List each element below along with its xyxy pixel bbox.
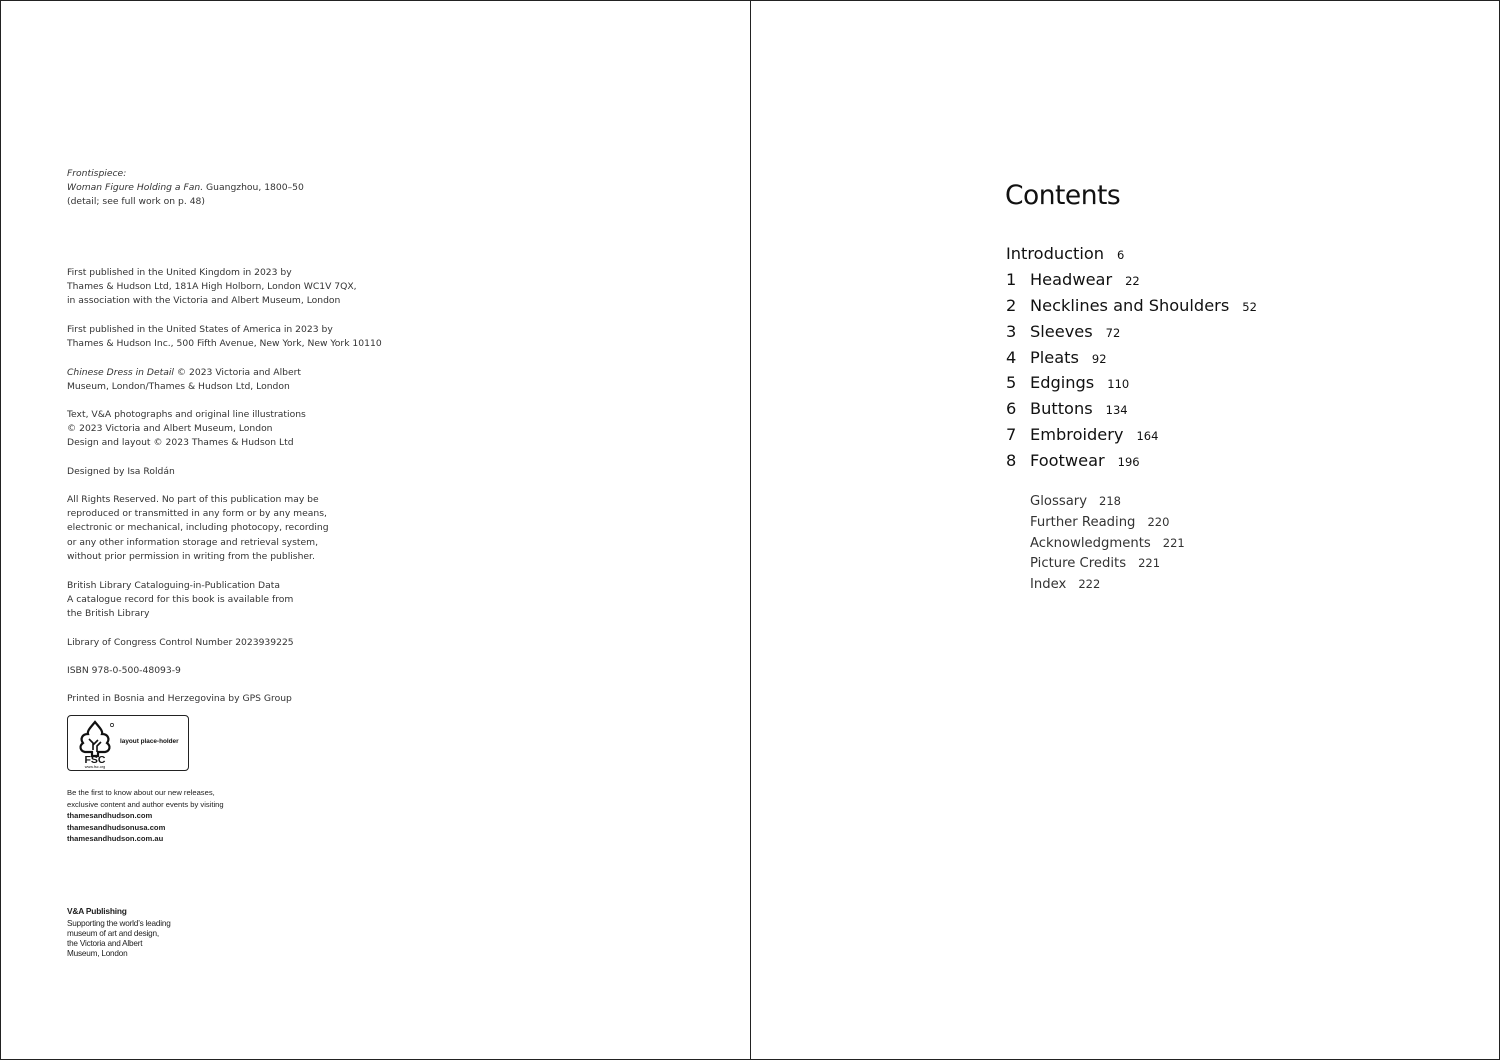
publisher-promo	[67, 787, 224, 845]
toc-number: 7	[1006, 425, 1017, 445]
fsc-url-text: www.fsc.org	[84, 765, 106, 769]
promo-line-2: exclusive content and author events by visiting	[67, 799, 224, 809]
toc-title: Introduction	[1006, 244, 1105, 263]
toc-number: 1	[1006, 269, 1017, 289]
frontispiece-label: Frontispiece:	[67, 168, 127, 179]
promo-line-1: Be the first to know about our new releases,	[67, 788, 215, 797]
us-publication-text: First published in the United States of America in 2023 by Thames & Hudson Inc., 500 Fifth Avenue, New York, New York 10110	[67, 324, 382, 350]
cip-notice	[67, 579, 293, 622]
rights-notice	[67, 493, 329, 564]
toc-entry-edgings[interactable]	[1006, 373, 1257, 399]
toc-number: 4	[1006, 347, 1017, 367]
uk-publication-text: First published in the United Kingdom in 2023 by Thames & Hudson Ltd, 181A High Holborn, London WC1V 7QX, in association with the Victoria and Albert Museum, London	[67, 267, 357, 307]
book-copyright-rest: © 2023 Victoria and Albert Museum, London/Thames & Hudson Ltd, London	[67, 367, 302, 393]
toc-page: 134	[1105, 403, 1128, 418]
printer-text: Printed in Bosnia and Herzegovina by GPS Group	[67, 693, 292, 704]
frontispiece-note: (detail; see full work on p. 48)	[67, 196, 205, 208]
toc-back-matter-list	[1030, 494, 1185, 598]
frontispiece-caption	[67, 167, 304, 210]
designer-credit	[67, 465, 175, 479]
toc-entry-further-reading[interactable]	[1030, 515, 1185, 536]
toc-page: 72	[1105, 325, 1121, 340]
toc-entry-headwear[interactable]	[1006, 270, 1257, 296]
promo-url-au[interactable]: thamesandhudson.com.au	[67, 834, 164, 844]
fsc-placeholder-label: layout place-holder	[120, 738, 179, 745]
toc-entry-necklines[interactable]	[1006, 296, 1257, 322]
book-title: Chinese Dress in Detail	[67, 367, 174, 378]
toc-number: 2	[1006, 295, 1017, 315]
uk-publication-notice	[67, 266, 357, 309]
isbn-notice	[67, 664, 181, 678]
va-publishing-text: Supporting the world’s leading museum of art and design, the Victoria and Albert Museum, London	[67, 919, 171, 958]
printer-notice	[67, 692, 292, 706]
fsc-tree-icon	[74, 719, 116, 769]
toc-entry-pleats[interactable]	[1006, 348, 1257, 374]
toc-title: Footwear	[1030, 451, 1105, 471]
toc-page: 164	[1136, 429, 1159, 444]
back-page: 218	[1099, 494, 1121, 508]
frontispiece-title: Woman Figure Holding a Fan.	[67, 182, 204, 194]
toc-title: Edgings	[1030, 373, 1095, 393]
toc-page: 196	[1117, 455, 1140, 470]
toc-entry-index[interactable]	[1030, 577, 1185, 598]
toc-page: 110	[1107, 377, 1130, 392]
frontispiece-title-line	[67, 181, 304, 195]
lccn-notice	[67, 636, 294, 650]
toc-title: Pleats	[1030, 347, 1079, 367]
book-copyright-text	[67, 366, 301, 394]
book-copyright-notice	[67, 366, 301, 394]
frontispiece-place-date: Guangzhou, 1800–50	[203, 182, 304, 194]
us-publication-notice	[67, 323, 382, 351]
text-copyright-text: Text, V&A photographs and original line illustrations © 2023 Victoria and Albert Museum, London Design and layout © 2023 Thames & Hudson Ltd	[67, 409, 306, 449]
toc-number: 6	[1006, 399, 1017, 419]
toc-page: 6	[1117, 248, 1125, 262]
back-page: 221	[1138, 556, 1161, 571]
back-page: 222	[1078, 577, 1101, 592]
toc-entry-embroidery[interactable]	[1006, 425, 1257, 451]
toc-page: 52	[1242, 299, 1257, 314]
back-page: 220	[1147, 514, 1170, 529]
toc-entry-acknowledgments[interactable]	[1030, 536, 1185, 557]
toc-number: 5	[1006, 373, 1017, 393]
va-publishing-title: V&A Publishing	[67, 906, 127, 916]
toc-chapter-list	[1006, 244, 1257, 477]
back-title: Acknowledgments	[1030, 535, 1151, 551]
promo-url-uk[interactable]: thamesandhudson.com	[67, 811, 153, 821]
toc-number: 3	[1006, 321, 1017, 341]
toc-title: Necklines and Shoulders	[1030, 295, 1230, 315]
back-title: Index	[1030, 577, 1067, 593]
designer-credit-text: Designed by Isa Roldán	[67, 466, 175, 477]
toc-number: 8	[1006, 451, 1017, 471]
toc-title: Headwear	[1030, 269, 1113, 289]
toc-title: Sleeves	[1030, 321, 1093, 341]
toc-page: 92	[1091, 351, 1107, 366]
toc-entry-picture-credits[interactable]	[1030, 556, 1185, 577]
toc-entry-sleeves[interactable]	[1006, 322, 1257, 348]
va-publishing-block	[67, 906, 171, 959]
rights-text: All Rights Reserved. No part of this publication may be reproduced or transmitted in any form or by any means, electronic or mechanical, including photocopy, recording or any other information storage and retrieval system, without prior permission in writing from the publisher.	[67, 494, 329, 562]
contents-title: Contents	[1005, 180, 1121, 211]
promo-url-usa[interactable]: thamesandhudsonusa.com	[67, 822, 166, 832]
toc-title: Embroidery	[1030, 425, 1124, 445]
cip-text: British Library Cataloguing-in-Publication Data A catalogue record for this book is available from the British Library	[67, 580, 294, 620]
toc-page: 22	[1125, 273, 1140, 288]
fsc-logo-text: FSC	[84, 754, 106, 766]
toc-entry-introduction[interactable]	[1006, 244, 1257, 270]
toc-entry-buttons[interactable]	[1006, 399, 1257, 425]
back-title: Picture Credits	[1030, 556, 1127, 572]
lccn-text: Library of Congress Control Number 2023939225	[67, 637, 294, 648]
back-title: Glossary	[1030, 494, 1087, 509]
toc-entry-glossary[interactable]	[1030, 494, 1185, 515]
fsc-logo-box	[67, 715, 189, 771]
isbn-text: ISBN 978-0-500-48093-9	[67, 665, 181, 676]
back-title: Further Reading	[1030, 514, 1136, 530]
text-copyright-notice	[67, 408, 306, 451]
toc-entry-footwear[interactable]	[1006, 451, 1257, 477]
back-page: 221	[1162, 535, 1185, 550]
toc-title: Buttons	[1030, 399, 1093, 419]
